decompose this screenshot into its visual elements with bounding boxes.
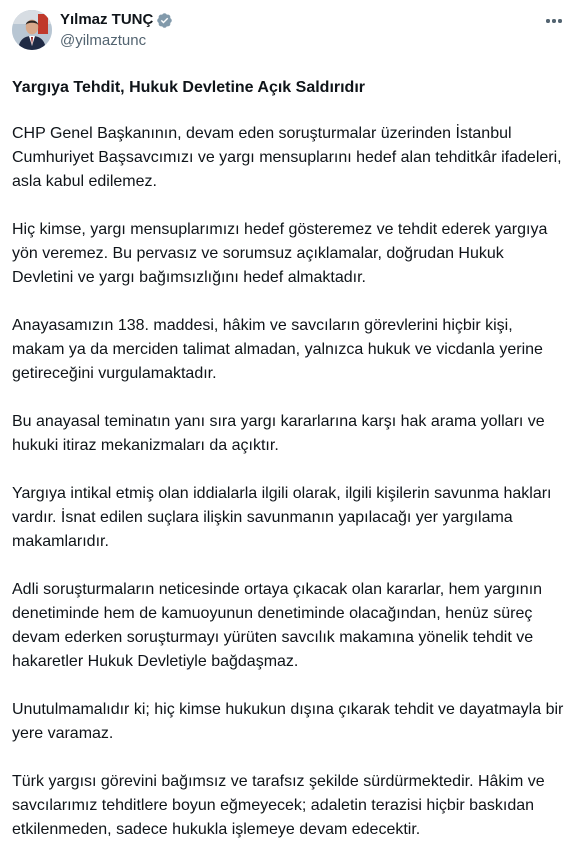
paragraph: CHP Genel Başkanının, devam eden soruşturmalar üzerinden İstanbul Cumhuriyet Başsavcımızı ve yargı mensuplarını hedef alan tehditkâr ifadeleri, asla kabul edilemez. [12,125,562,190]
more-options-icon[interactable] [542,12,566,30]
name-row [60,10,173,30]
display-name[interactable]: Yılmaz TUNÇ [60,11,154,28]
paragraph: Yargıya intikal etmiş olan iddialarla ilgili olarak, ilgili kişilerin savunma hakları vardır. İsnat edilen suçlara ilişkin savunmanın yapılacağı yer yargılama makamlarıdır. [12,485,552,550]
user-info [60,10,173,51]
tweet-header [12,10,568,58]
paragraph: Hiç kimse, yargı mensuplarımızı hedef gösteremez ve tehdit ederek yargıya yön veremez. Bu pervasız ve sorumsuz açıklamalar, doğrudan Hukuk Devletini ve yargı bağımsızlığını hedef almaktadır. [12,221,548,286]
avatar[interactable] [12,10,52,50]
paragraph: Bu anayasal teminatın yanı sıra yargı kararlarına karşı hak arama yolları ve hukuki itiraz mekanizmaları da açıktır. [12,413,545,454]
user-handle[interactable]: @yilmaztunc [60,32,147,49]
paragraph: Adli soruşturmaların neticesinde ortaya çıkacak olan kararlar, hem yargının denetiminde hem de kamuoyunun denetiminde olacağından, henüz süreç devam ederken soruşturmayı yürüten savcılık makamına yönelik tehdit ve hakaretler Hukuk Devletiyle bağdaşmaz. [12,581,543,670]
paragraph: Türk yargısı görevini bağımsız ve tarafsız şekilde sürdürmektedir. Hâkim ve savcılarımız tehditlere boyun eğmeyecek; adaletin terazisi hiçbir baskıdan etkilenmeden, sadece hukukla işlemeye devam edecektir. [12,773,545,838]
post-title: Yargıya Tehdit, Hukuk Devletine Açık Saldırıdır [12,79,365,96]
paragraph: Unutulmamalıdır ki; hiç kimse hukukun dışına çıkarak tehdit ve dayatmayla bir yere varamaz. [12,701,564,742]
paragraph: Anayasamızın 138. maddesi, hâkim ve savcıların görevlerini hiçbir kişi, makam ya da merciden talimat almadan, yalnızca hukuk ve vicdanla yerine getireceğini vurgulamaktadır. [12,317,543,382]
verified-badge-icon [156,12,173,29]
tweet-body [12,76,568,842]
